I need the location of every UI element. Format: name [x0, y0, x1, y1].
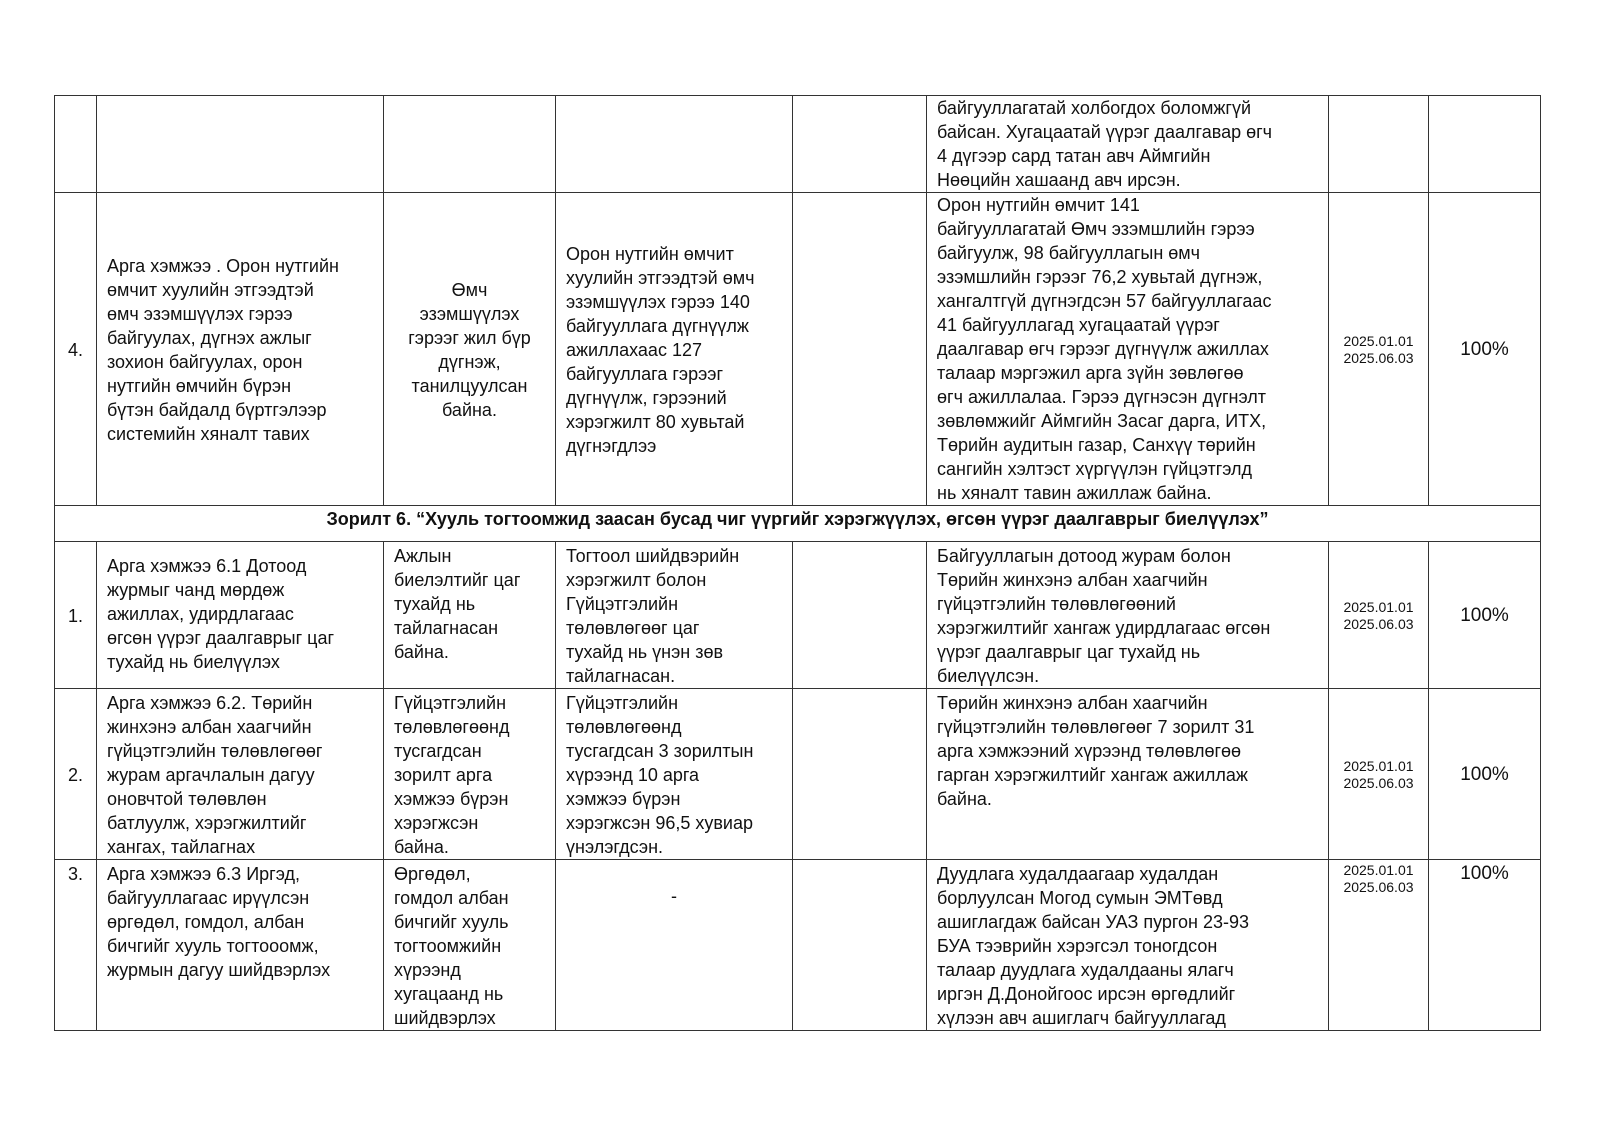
baseline-line: хэрэгжилт болон	[566, 570, 707, 590]
result-line: хэрэгжилтийг хангаж удирдлагаас өгсөн	[937, 618, 1271, 638]
indicator-line: байна.	[442, 400, 497, 420]
cell-indicator	[384, 96, 556, 193]
cell-action	[97, 689, 384, 860]
baseline-line: үнэлэгдсэн.	[566, 837, 664, 857]
result-line: БУА тээврийн хэрэгсэл тоногдсон	[937, 936, 1218, 956]
indicator-line: Өргөдөл,	[394, 864, 471, 884]
result-line: үүрэг даалгаврыг цаг тухайд нь	[937, 642, 1201, 662]
table-row-6-1	[55, 542, 1541, 689]
indicator-line: гомдол албан	[394, 888, 509, 908]
result-line: хүлээн авч ашиглагч байгууллагад	[937, 1008, 1226, 1028]
baseline-line: тухайд нь үнэн зөв	[566, 642, 724, 662]
baseline-line: байгууллага дүгнүүлж	[566, 316, 749, 336]
indicator-line: танилцуулсан	[411, 376, 528, 396]
result-line: Төрийн аудитын газар, Санхүү төрийн	[937, 435, 1256, 455]
cell-percent: 100%	[1429, 689, 1541, 860]
cell-percent: 100%	[1429, 542, 1541, 689]
cell-empty	[793, 193, 927, 506]
cell-number: 3.	[55, 860, 97, 1031]
table-row-6-2	[55, 689, 1541, 860]
result-line: 4 дүгээр сард татан авч Аймгийн	[937, 146, 1211, 166]
action-line: системийн хяналт тавих	[107, 424, 310, 444]
action-line: өмч эзэмшүүлэх гэрээ	[107, 304, 293, 324]
baseline-line: хэмжээ бүрэн	[566, 789, 681, 809]
baseline-line: эзэмшүүлэх гэрээ 140	[566, 292, 750, 312]
cell-action	[97, 193, 384, 506]
action-line: журмын дагуу шийдвэрлэх	[107, 960, 331, 980]
indicator-line: биелэлтийг цаг	[394, 570, 521, 590]
date-start: 2025.01.01	[1343, 333, 1414, 349]
cell-number	[55, 96, 97, 193]
cell-result	[927, 689, 1329, 860]
indicator-line: тусгагдсан	[394, 741, 482, 761]
date-end: 2025.06.03	[1343, 879, 1414, 895]
result-line: гарган хэрэгжилтийг хангаж ажиллаж	[937, 765, 1248, 785]
action-line: гүйцэтгэлийн төлөвлөгөөг	[107, 741, 323, 761]
table-row-continuation	[55, 96, 1541, 193]
cell-number: 1.	[55, 542, 97, 689]
baseline-line: төлөвлөгөөг цаг	[566, 618, 700, 638]
cell-baseline	[556, 193, 793, 506]
action-line: ажиллах, удирдлагаас	[107, 604, 294, 624]
baseline-line: хүрээнд 10 арга	[566, 765, 700, 785]
result-line: 41 байгууллагад хугацаатай үүрэг	[937, 315, 1220, 335]
result-line: Дуудлага худалдаагаар худалдан	[937, 864, 1219, 884]
result-line: гүйцэтгэлийн төлөвлөгөөний	[937, 594, 1176, 614]
cell-baseline	[556, 96, 793, 193]
cell-result	[927, 542, 1329, 689]
indicator-line: тогтоомжийн	[394, 936, 502, 956]
result-line: иргэн Д.Донойгоос ирсэн өргөдлийг	[937, 984, 1236, 1004]
date-start: 2025.01.01	[1343, 599, 1414, 615]
table-row-6-3	[55, 860, 1541, 1031]
action-line: оновчтой төлөвлөн	[107, 789, 267, 809]
indicator-line: Гүйцэтгэлийн	[394, 693, 507, 713]
result-line: хангалтгүй дүгнэгдсэн 57 байгууллагаас	[937, 291, 1272, 311]
cell-action	[97, 96, 384, 193]
action-line: бүтэн байдалд бүртгэлээр	[107, 400, 327, 420]
result-line: Нөөцийн хашаанд авч ирсэн.	[937, 170, 1181, 190]
indicator-line: хугацаанд нь	[394, 984, 504, 1004]
cell-dates	[1329, 860, 1429, 1031]
result-line: байгууллагатай Өмч эзэмшлийн гэрээ	[937, 219, 1255, 239]
goal-heading-row	[55, 506, 1541, 542]
action-line: батлуулж, хэрэгжилтийг	[107, 813, 307, 833]
result-line: арга хэмжээний хүрээнд төлөвлөгөө	[937, 741, 1242, 761]
indicator-line: шийдвэрлэх	[394, 1008, 496, 1028]
cell-number: 4.	[55, 193, 97, 506]
cell-percent	[1429, 96, 1541, 193]
result-line: өгч ажиллалаа. Гэрээ дүгнэсэн дүгнэлт	[937, 387, 1266, 407]
indicator-line: гэрээг жил бүр	[408, 328, 531, 348]
baseline-line: төлөвлөгөөнд	[566, 717, 682, 737]
action-line: байгууллагаас ирүүлсэн	[107, 888, 310, 908]
cell-empty	[793, 96, 927, 193]
baseline-line: Гүйцэтгэлийн	[566, 594, 679, 614]
indicator-line: Өмч	[451, 280, 488, 300]
result-line: эзэмшлийн гэрээг 76,2 хувьтай дүгнэж,	[937, 267, 1263, 287]
cell-baseline	[556, 542, 793, 689]
baseline-line: ажиллахаас 127	[566, 340, 702, 360]
result-line: талаар дуудлага худалдааны ялагч	[937, 960, 1234, 980]
indicator-line: дүгнэж,	[438, 352, 501, 372]
cell-percent: 100%	[1429, 860, 1541, 1031]
cell-empty	[793, 689, 927, 860]
result-line: ашиглагдаж байсан УАЗ пургон 23-93	[937, 912, 1250, 932]
report-table	[54, 95, 1541, 1031]
indicator-line: байна.	[394, 642, 449, 662]
action-line: хангах, тайлагнах	[107, 837, 256, 857]
baseline-line: Орон нутгийн өмчит	[566, 244, 734, 264]
indicator-line: байна.	[394, 837, 449, 857]
action-line: зохион байгуулах, орон	[107, 352, 303, 372]
action-line: бичгийг хууль тогтооомж,	[107, 936, 319, 956]
date-end: 2025.06.03	[1343, 775, 1414, 791]
baseline-line: дүгнүүлж, гэрээний	[566, 388, 727, 408]
cell-action	[97, 542, 384, 689]
result-line: гүйцэтгэлийн төлөвлөгөөг 7 зорилт 31	[937, 717, 1255, 737]
cell-baseline	[556, 689, 793, 860]
cell-dates	[1329, 193, 1429, 506]
cell-baseline	[556, 860, 793, 1031]
result-line: даалгавар өгч гэрээг дүгнүүлж ажиллах	[937, 339, 1269, 359]
cell-result	[927, 193, 1329, 506]
result-line: талаар мэргэжил арга зүйн зөвлөгөө	[937, 363, 1244, 383]
date-start: 2025.01.01	[1343, 862, 1414, 878]
baseline-line: тусгагдсан 3 зорилтын	[566, 741, 754, 761]
result-line: байгуулж, 98 байгууллагын өмч	[937, 243, 1201, 263]
cell-dates	[1329, 542, 1429, 689]
cell-dates	[1329, 96, 1429, 193]
indicator-line: тайлагнасан	[394, 618, 499, 638]
result-line: Төрийн жинхэнэ албан хаагчийн	[937, 570, 1208, 590]
indicator-line: Ажлын	[394, 546, 452, 566]
baseline-line: хэрэгжсэн 96,5 хувиар	[566, 813, 753, 833]
action-line: журам аргачлалын дагуу	[107, 765, 315, 785]
indicator-line: хэмжээ бүрэн	[394, 789, 509, 809]
date-end: 2025.06.03	[1343, 616, 1414, 632]
action-line: өгсөн үүрэг даалгаврыг цаг	[107, 628, 335, 648]
action-line: нутгийн өмчийн бүрэн	[107, 376, 292, 396]
result-line: Орон нутгийн өмчит 141	[937, 195, 1140, 215]
result-line: биелүүлсэн.	[937, 666, 1040, 686]
indicator-line: эзэмшүүлэх	[419, 304, 520, 324]
indicator-line: хэрэгжсэн	[394, 813, 479, 833]
baseline-line: Гүйцэтгэлийн	[566, 693, 679, 713]
action-line: Арга хэмжээ 6.1 Дотоод	[107, 556, 307, 576]
cell-empty	[793, 542, 927, 689]
indicator-line: бичгийг хууль	[394, 912, 509, 932]
baseline-line: хэрэгжилт 80 хувьтай	[566, 412, 745, 432]
action-line: байгуулах, дүгнэх ажлыг	[107, 328, 312, 348]
action-line: Арга хэмжээ 6.2. Төрийн	[107, 693, 313, 713]
cell-action	[97, 860, 384, 1031]
cell-indicator	[384, 193, 556, 506]
cell-dates	[1329, 689, 1429, 860]
baseline-line: дүгнэгдлээ	[566, 436, 657, 456]
date-start: 2025.01.01	[1343, 758, 1414, 774]
cell-indicator	[384, 860, 556, 1031]
cell-percent: 100%	[1429, 193, 1541, 506]
date-end: 2025.06.03	[1343, 350, 1414, 366]
indicator-line: зорилт арга	[394, 765, 493, 785]
table-row-4	[55, 193, 1541, 506]
cell-empty	[793, 860, 927, 1031]
indicator-line: хүрээнд	[394, 960, 461, 980]
result-line: зөвлөмжийг Аймгийн Засаг дарга, ИТХ,	[937, 411, 1267, 431]
baseline-line: Тогтоол шийдвэрийн	[566, 546, 740, 566]
baseline-dash: -	[671, 886, 677, 906]
baseline-line: байгууллага гэрээг	[566, 364, 724, 384]
cell-result	[927, 860, 1329, 1031]
action-line: Арга хэмжээ 6.3 Иргэд,	[107, 864, 300, 884]
result-line: байгууллагатай холбогдох боломжгүй	[937, 98, 1252, 118]
indicator-line: төлөвлөгөөнд	[394, 717, 510, 737]
baseline-line: хуулийн этгээдтэй өмч	[566, 268, 755, 288]
result-line: байсан. Хугацаатай үүрэг даалгавар өгч	[937, 122, 1273, 142]
result-line: борлуулсан Могод сумын ЭМТөвд	[937, 888, 1223, 908]
indicator-line: тухайд нь	[394, 594, 476, 614]
action-line: журмыг чанд мөрдөж	[107, 580, 285, 600]
goal-heading: Зорилт 6. “Хууль тогтоомжид заасан бусад чиг үүргийг хэрэгжүүлэх, өгсөн үүрэг даалгаврыг биелүүлэх”	[55, 506, 1541, 542]
action-line: өргөдөл, гомдол, албан	[107, 912, 305, 932]
cell-number: 2.	[55, 689, 97, 860]
action-line: жинхэнэ албан хаагчийн	[107, 717, 312, 737]
cell-indicator	[384, 689, 556, 860]
result-line: сангийн хэлтэст хүргүүлэн гүйцэтгэлд	[937, 459, 1253, 479]
cell-result	[927, 96, 1329, 193]
result-line: нь хяналт тавин ажиллаж байна.	[937, 483, 1212, 503]
cell-indicator	[384, 542, 556, 689]
action-line: Арга хэмжээ . Орон нутгийн	[107, 256, 339, 276]
result-line: Төрийн жинхэнэ албан хаагчийн	[937, 693, 1208, 713]
result-line: Байгууллагын дотоод журам болон	[937, 546, 1231, 566]
action-line: тухайд нь биелүүлэх	[107, 652, 280, 672]
action-line: өмчит хуулийн этгээдтэй	[107, 280, 314, 300]
result-line: байна.	[937, 789, 992, 809]
baseline-line: тайлагнасан.	[566, 666, 676, 686]
